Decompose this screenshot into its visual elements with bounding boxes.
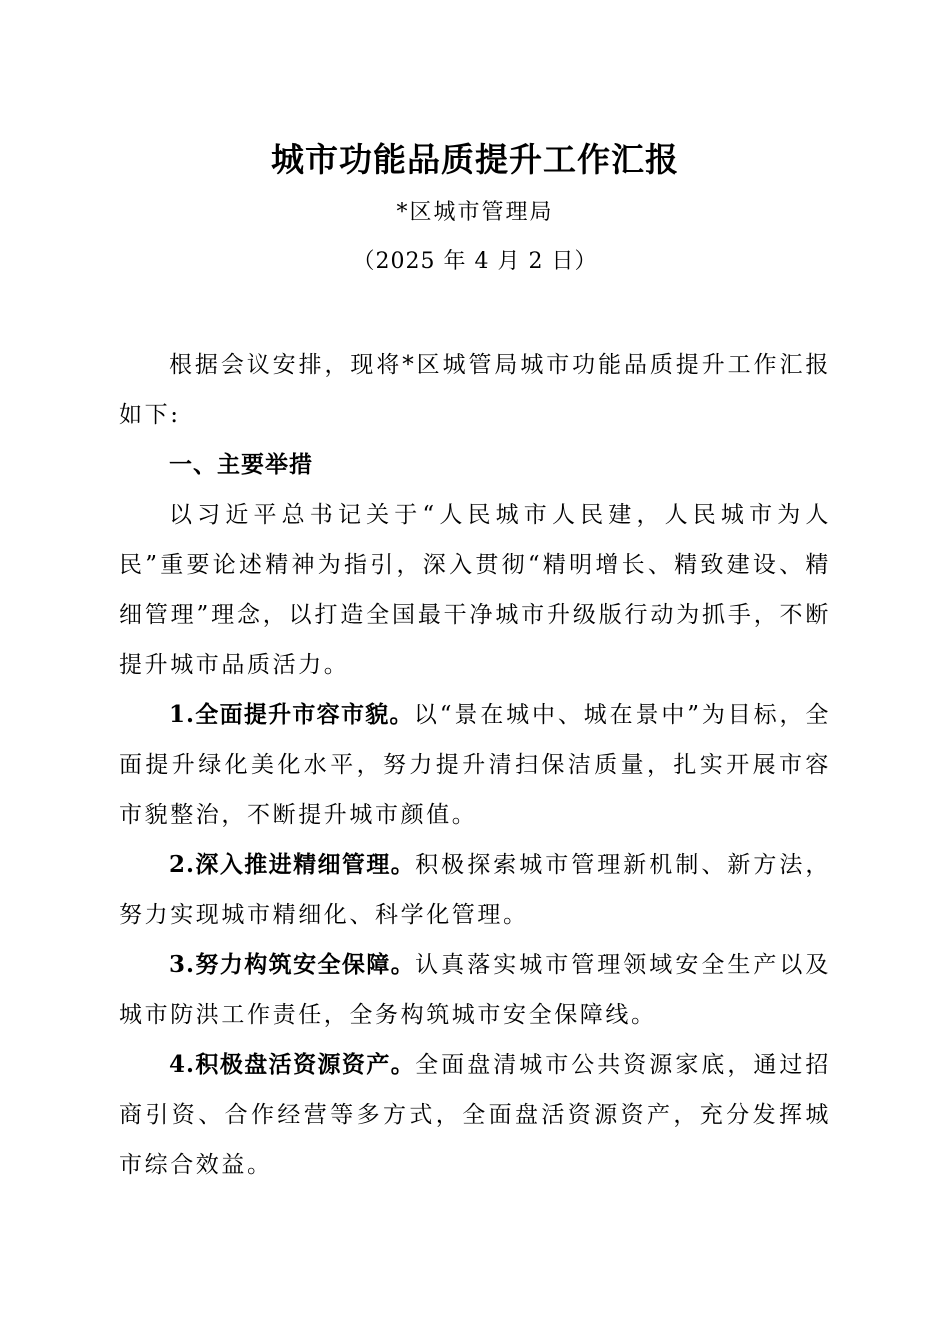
measure-item-4-text: 全面盘清城市公共资源家底，通过招商引资、合作经营等多方式，全面盘活资源资产，充分发挥城市综合效益。 — [119, 1052, 831, 1178]
measure-item-4-lead: 4.积极盘活资源资产。 — [169, 1051, 416, 1078]
measure-item-2 — [119, 840, 831, 940]
document-body — [119, 340, 831, 1190]
section-paragraph: 以习近平总书记关于“人民城市人民建，人民城市为人民”重要论述精神为指引，深入贯彻“精明增长、精致建设、精细管理”理念，以打造全国最干净城市升级版行动为抓手，不断提升城市品质活力。 — [119, 502, 831, 678]
measure-item-3-lead: 3.努力构筑安全保障。 — [169, 951, 416, 978]
section-heading: 一、主要举措 — [169, 451, 313, 478]
measure-item-2-text: 积极探索城市管理新机制、新方法，努力实现城市精细化、科学化管理。 — [119, 852, 831, 928]
measure-item-3 — [119, 940, 831, 1040]
document-date: （2025 年 4 月 2 日） — [352, 249, 598, 274]
measure-item-1 — [119, 690, 831, 840]
measure-item-2-lead: 2.深入推进精细管理。 — [169, 851, 416, 878]
measure-item-3-text: 认真落实城市管理领域安全生产以及城市防洪工作责任，全务构筑城市安全保障线。 — [119, 952, 831, 1028]
measure-item-4 — [119, 1040, 831, 1190]
document-title: 城市功能品质提升工作汇报 — [271, 140, 679, 179]
measure-item-1-lead: 1.全面提升市容市貌。 — [169, 701, 414, 728]
measure-item-1-text: 以“景在城中、城在景中”为目标，全面提升绿化美化水平，努力提升清扫保洁质量，扎实开展市容市貌整治，不断提升城市颜值。 — [119, 702, 832, 828]
intro-paragraph: 根据会议安排，现将*区城管局城市功能品质提升工作汇报如下: — [119, 352, 831, 428]
document-author: *区城市管理局 — [396, 200, 554, 225]
